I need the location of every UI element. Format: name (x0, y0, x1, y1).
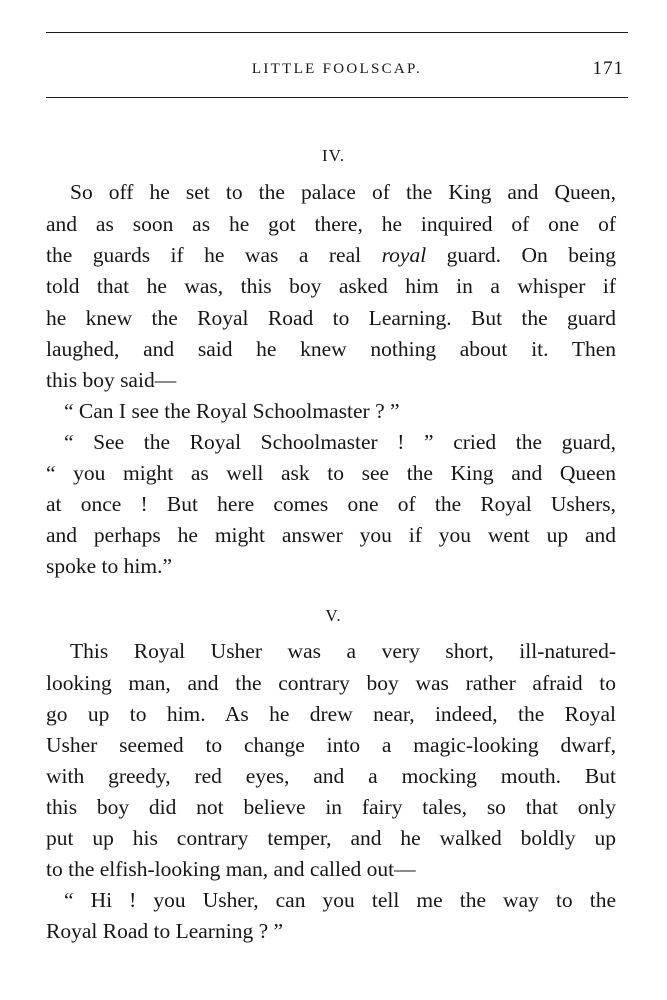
paragraph-line: to the elfish-looking man, and called out— (46, 857, 416, 881)
paragraph-line: “ you might as well ask to see the King and Queen (46, 461, 616, 485)
paragraph-line: This Royal Usher was a very short, ill-natured- (70, 639, 616, 663)
paragraph-line: put up his contrary temper, and he walked boldly up (46, 826, 616, 850)
dialogue-line: “ Can I see the Royal Schoolmaster ? ” (64, 399, 400, 423)
paragraph-line-with-italic (46, 240, 616, 270)
paragraph-line: and as soon as he got there, he inquired of one of (46, 212, 616, 236)
text-segment: the guards if he was a real (46, 243, 362, 267)
paragraph-line: at once ! But here comes one of the Royal Ushers, (46, 492, 616, 516)
running-title: LITTLE FOOLSCAP. (251, 61, 423, 77)
paragraph-line: this boy said— (46, 368, 177, 392)
dialogue-line: “ Hi ! you Usher, can you tell me the way to the (64, 888, 616, 912)
running-head (46, 57, 628, 81)
paragraph-line: this boy did not believe in fairy tales, so that only (46, 795, 616, 819)
section-heading-iv: IV. (322, 146, 345, 165)
text-segment: guard. On being (446, 243, 617, 267)
page-number: 171 (592, 58, 624, 79)
paragraph-line: go up to him. As he drew near, indeed, the Royal (46, 702, 616, 726)
section-heading-v: V. (325, 606, 342, 625)
paragraph-line: Royal Road to Learning ? ” (46, 919, 284, 943)
paragraph-line: with greedy, red eyes, and a mocking mouth. But (46, 764, 616, 788)
paragraph-line: told that he was, this boy asked him in a whisper if (46, 274, 616, 298)
paragraph-line: and perhaps he might answer you if you went up and (46, 523, 616, 547)
paragraph-line: So off he set to the palace of the King and Queen, (70, 180, 616, 204)
header-bottom-rule (46, 97, 628, 98)
paragraph-line: looking man, and the contrary boy was rather afraid to (46, 671, 616, 695)
dialogue-line: “ See the Royal Schoolmaster ! ” cried the guard, (64, 430, 616, 454)
header-top-rule (46, 32, 628, 33)
paragraph-line: laughed, and said he knew nothing about it. Then (46, 337, 616, 361)
paragraph-line: he knew the Royal Road to Learning. But the guard (46, 306, 616, 330)
italic-word: royal (381, 243, 427, 267)
paragraph-line: spoke to him.” (46, 554, 172, 578)
paragraph-line: Usher seemed to change into a magic-looking dwarf, (46, 733, 616, 757)
